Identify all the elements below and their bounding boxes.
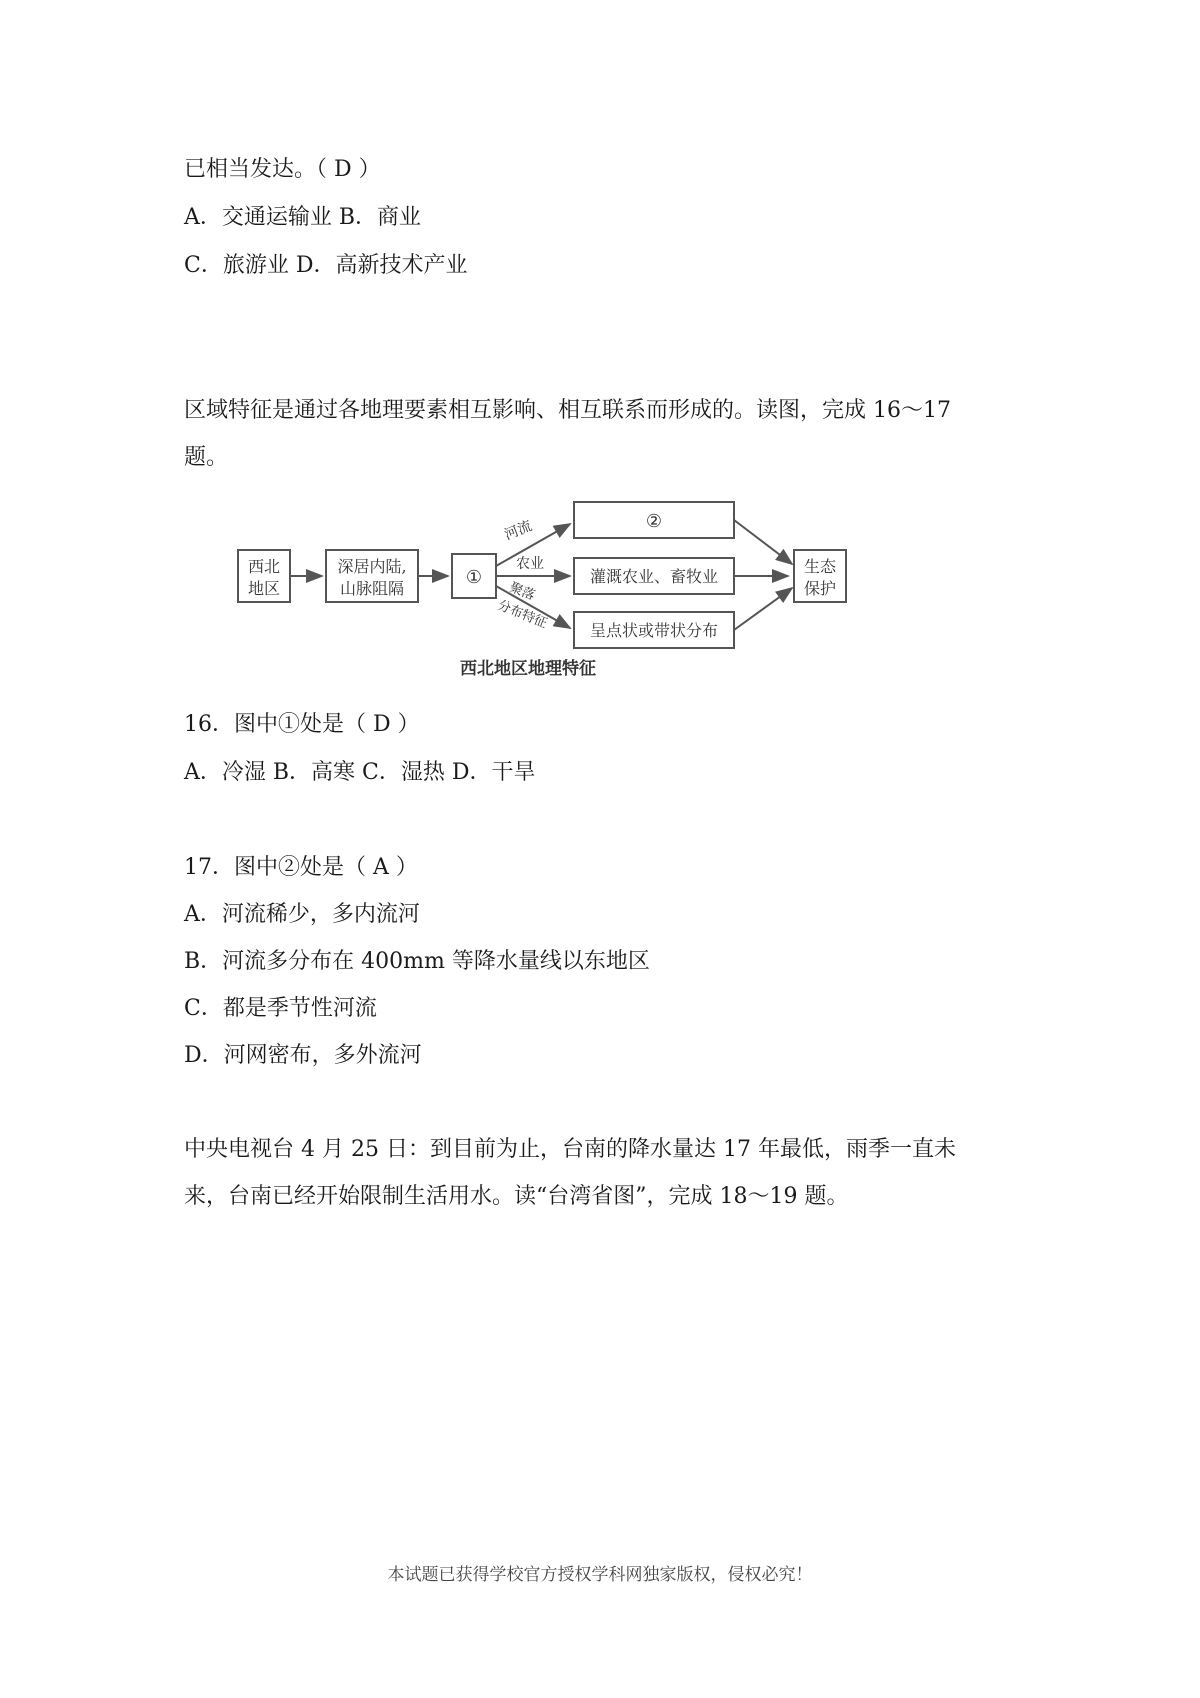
intro-16-17-line1: 区域特征是通过各地理要素相互影响、相互联系而形成的。读图，完成 16～17 (184, 398, 951, 423)
q17-option-d: D．河网密布，多外流河 (184, 1043, 422, 1068)
arrow-settlement-to-eco (734, 588, 792, 630)
northwest-features-diagram (170, 478, 890, 688)
diagram-caption: 西北地区地理特征 (460, 659, 596, 679)
box-location-line2: 山脉阻隔 (339, 579, 405, 598)
intro-18-19-line1: 中央电视台 4 月 25 日：到目前为止，台南的降水量达 17 年最低，雨季一直未 (184, 1137, 956, 1162)
diagram-svg (170, 478, 890, 688)
box-location-line1: 深居内陆, (337, 557, 407, 576)
q17-option-c: C．都是季节性河流 (184, 996, 377, 1021)
intro-18-19-line2: 来，台南已经开始限制生活用水。读“台湾省图”，完成 18～19 题。 (184, 1184, 849, 1209)
q17-option-a: A．河流稀少，多内流河 (184, 902, 420, 927)
box-circle2-label: ② (645, 511, 663, 532)
label-settlement-line1: 聚落 (507, 580, 537, 604)
intro-16-17-line2: 题。 (184, 445, 229, 470)
box-eco-line2: 保护 (803, 579, 837, 598)
box-settlement-label: 呈点状或带状分布 (589, 621, 719, 640)
box-northwest-line1: 西北 (247, 557, 281, 576)
q16-options: A．冷湿 B．高寒 C．湿热 D．干旱 (184, 760, 536, 785)
q15-options-line2: C．旅游业 D．高新技术产业 (184, 253, 468, 278)
label-river: 河流 (502, 518, 535, 544)
q16-stem: 16．图中①处是（ D ） (184, 712, 420, 737)
q15-options-line1: A．交通运输业 B．商业 (184, 205, 422, 230)
q17-option-b: B．河流多分布在 400mm 等降水量线以东地区 (184, 949, 650, 974)
arrow-river-to-eco (734, 520, 792, 564)
box-northwest-line2: 地区 (247, 579, 281, 598)
copyright-footer: 本试题已获得学校官方授权学科网独家版权，侵权必究！ (387, 1565, 813, 1585)
label-agriculture: 农业 (516, 556, 544, 572)
box-agriculture-label: 灌溉农业、畜牧业 (589, 567, 719, 586)
q17-stem: 17．图中②处是（ A ） (184, 855, 418, 880)
box-circle1-label: ① (465, 567, 483, 588)
label-settlement-line2: 分布特征 (495, 598, 550, 632)
q15-stem-end: 已相当发达。（ D ） (184, 157, 381, 182)
box-eco-line1: 生态 (803, 557, 837, 576)
